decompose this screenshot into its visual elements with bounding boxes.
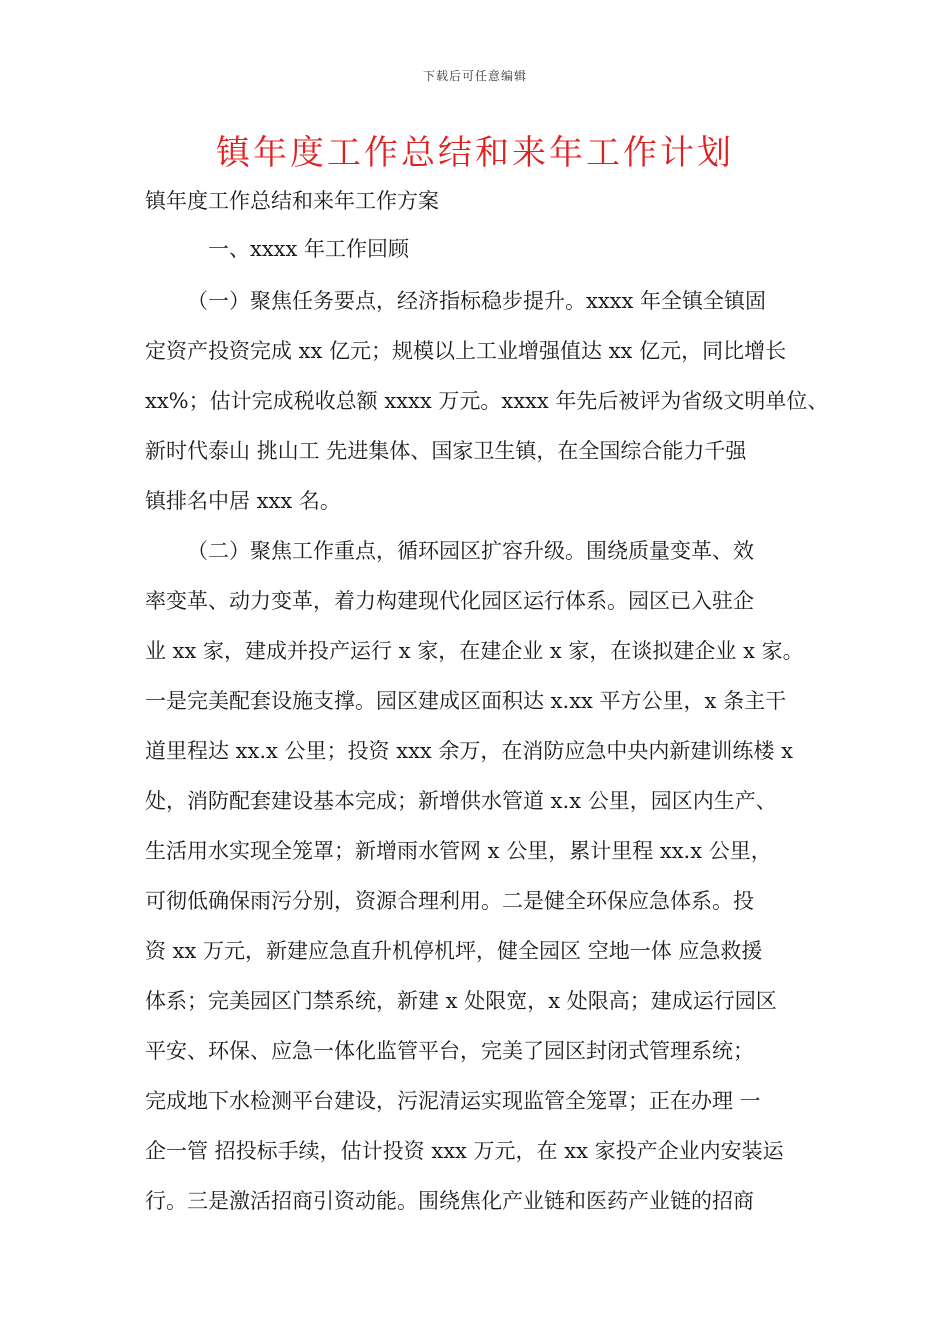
text-line: xx%；估计完成税收总额 xxxx 万元。xxxx 年先后被评为省级文明单位、 bbox=[145, 389, 829, 413]
text-line: 行。三是激活招商引资动能。围绕焦化产业链和医药产业链的招商 bbox=[145, 1189, 754, 1213]
document-title: 镇年度工作总结和来年工作计划 bbox=[216, 133, 734, 173]
section-heading: 一、xxxx 年工作回顾 bbox=[208, 237, 410, 261]
text-line: 业 xx 家，建成并投产运行 x 家，在建企业 x 家，在谈拟建企业 x 家。 bbox=[145, 639, 804, 663]
text-line: 率变革、动力变革，着力构建现代化园区运行体系。园区已入驻企 bbox=[145, 589, 754, 613]
text-line: 生活用水实现全笼罩；新增雨水管网 x 公里，累计里程 xx.x 公里， bbox=[145, 839, 772, 863]
text-line: 企一管 招投标手续，估计投资 xxx 万元，在 xx 家投产企业内安装运 bbox=[145, 1139, 784, 1163]
text-line: （二）聚焦工作重点，循环园区扩容升级。围绕质量变革、效 bbox=[187, 539, 754, 563]
document-subtitle: 镇年度工作总结和来年工作方案 bbox=[145, 189, 439, 213]
text-line: （一）聚焦任务要点，经济指标稳步提升。xxxx 年全镇全镇固 bbox=[187, 289, 767, 313]
text-line: 资 xx 万元，新建应急直升机停机坪，健全园区 空地一体 应急救援 bbox=[145, 939, 763, 963]
text-line: 体系；完美园区门禁系统，新建 x 处限宽，x 处限高；建成运行园区 bbox=[145, 989, 777, 1013]
page-header-note: 下载后可任意编辑 bbox=[422, 69, 527, 83]
text-line: 镇排名中居 xxx 名。 bbox=[145, 489, 341, 513]
body-text bbox=[145, 284, 829, 1234]
text-line: 可彻低确保雨污分别，资源合理利用。二是健全环保应急体系。投 bbox=[145, 889, 754, 913]
text-line: 道里程达 xx.x 公里；投资 xxx 余万，在消防应急中央内新建训练楼 x bbox=[145, 739, 793, 763]
text-line: 定资产投资完成 xx 亿元；规模以上工业增强值达 xx 亿元，同比增长 bbox=[145, 339, 787, 363]
text-line: 新时代泰山 挑山工 先进集体、国家卫生镇，在全国综合能力千强 bbox=[145, 439, 747, 463]
text-line: 平安、环保、应急一体化监管平台，完美了园区封闭式管理系统； bbox=[145, 1039, 754, 1063]
text-line: 一是完美配套设施支撑。园区建成区面积达 x.xx 平方公里，x 条主干 bbox=[145, 689, 787, 713]
text-line: 完成地下水检测平台建设，污泥清运实现监管全笼罩；正在办理 一 bbox=[145, 1089, 761, 1113]
text-line: 处，消防配套建设基本完成；新增供水管道 x.x 公里，园区内生产、 bbox=[145, 789, 777, 813]
